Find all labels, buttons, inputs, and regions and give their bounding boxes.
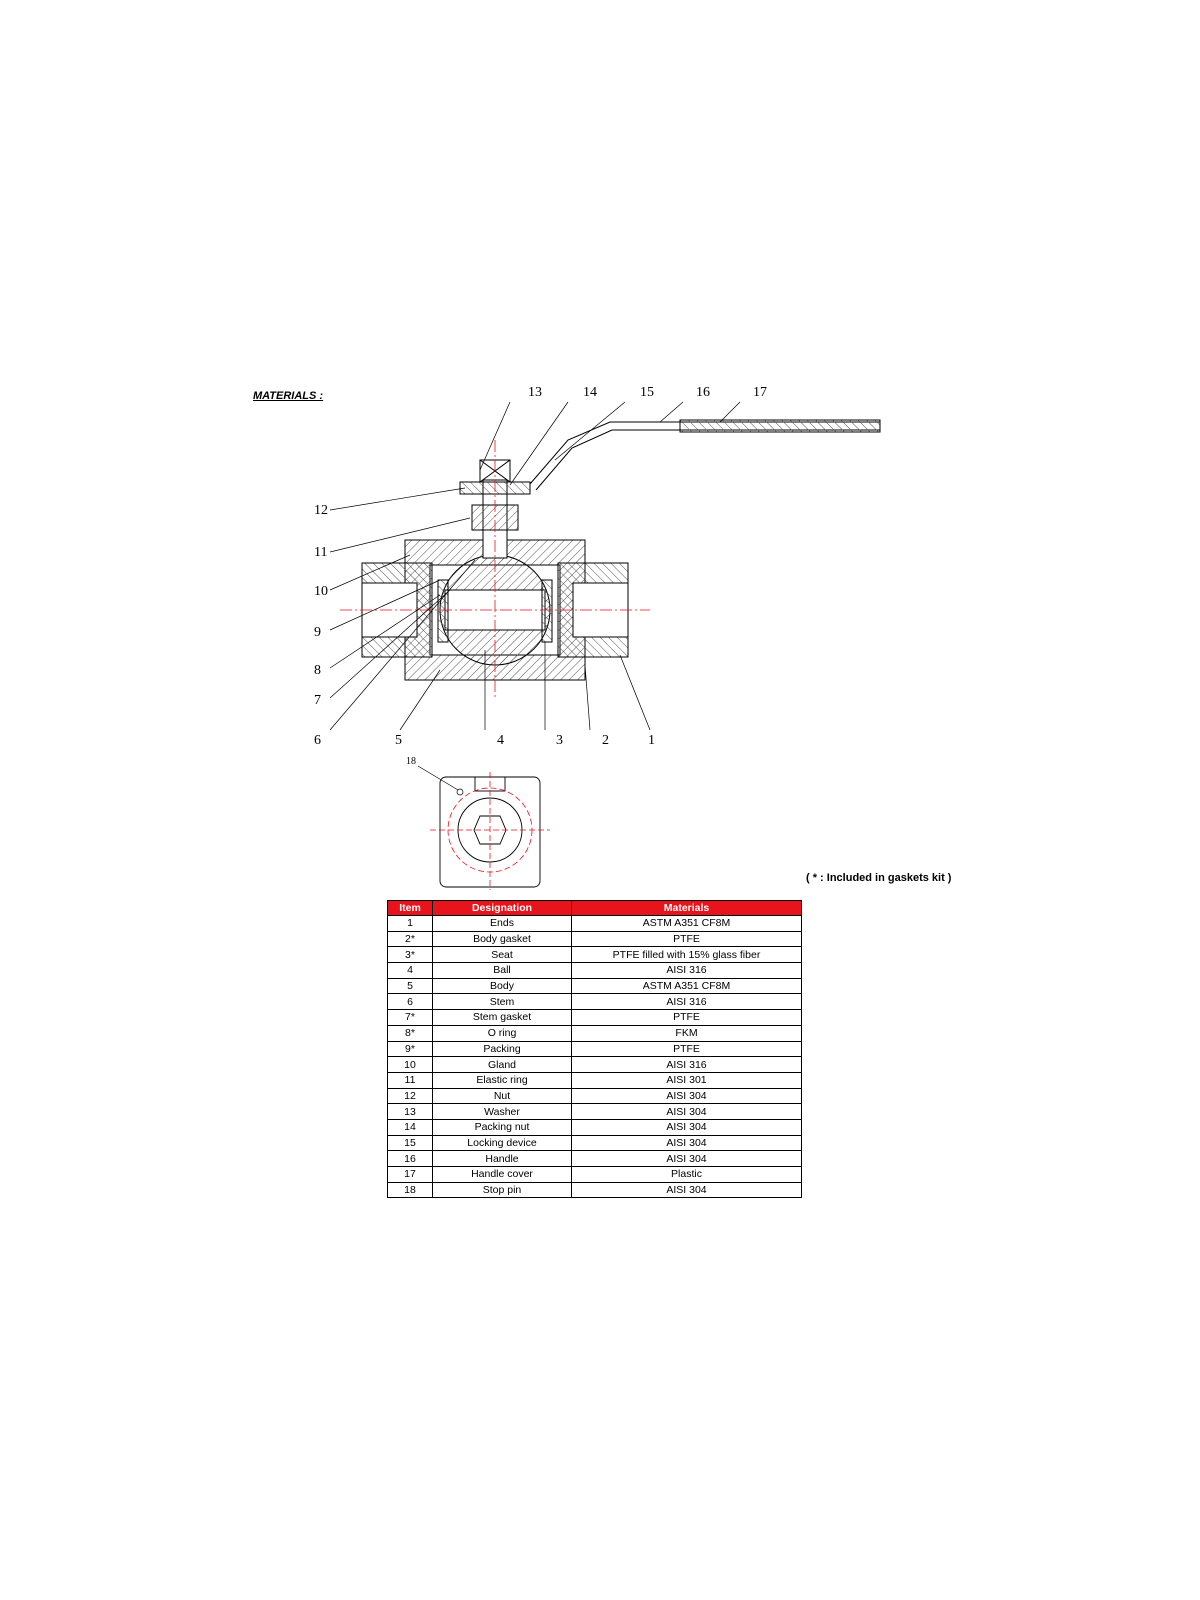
cell-item: 3* — [388, 947, 433, 963]
table-row — [388, 947, 802, 963]
stop-pin-view — [400, 752, 560, 892]
cell-material: AISI 304 — [572, 1119, 802, 1135]
cell-material: PTFE — [572, 931, 802, 947]
cell-material: AISI 304 — [572, 1135, 802, 1151]
cell-material: PTFE filled with 15% glass fiber — [572, 947, 802, 963]
cell-designation: Ball — [433, 963, 572, 979]
table-row — [388, 1104, 802, 1120]
callout-10: 10 — [314, 584, 328, 599]
cell-item: 13 — [388, 1104, 433, 1120]
callout-14: 14 — [583, 385, 597, 400]
table-row — [388, 1151, 802, 1167]
cell-item: 16 — [388, 1151, 433, 1167]
header-item: Item — [388, 901, 433, 916]
cell-item: 7* — [388, 1010, 433, 1026]
callout-8: 8 — [314, 663, 321, 678]
table-row — [388, 1072, 802, 1088]
callout-3: 3 — [556, 733, 563, 748]
table-row — [388, 1167, 802, 1183]
callout-9: 9 — [314, 625, 321, 640]
cell-designation: Gland — [433, 1057, 572, 1073]
cell-item: 1 — [388, 916, 433, 932]
cell-material: AISI 304 — [572, 1151, 802, 1167]
callout-2: 2 — [602, 733, 609, 748]
gaskets-kit-note: ( * : Included in gaskets kit ) — [806, 872, 952, 884]
header-materials: Materials — [572, 901, 802, 916]
cell-item: 17 — [388, 1167, 433, 1183]
cell-item: 14 — [388, 1119, 433, 1135]
table-row — [388, 1088, 802, 1104]
cell-material: AISI 301 — [572, 1072, 802, 1088]
cell-material: AISI 316 — [572, 994, 802, 1010]
table-row — [388, 931, 802, 947]
cell-designation: Stem — [433, 994, 572, 1010]
cell-item: 5 — [388, 978, 433, 994]
table-row — [388, 1057, 802, 1073]
table-row — [388, 1041, 802, 1057]
callout-1: 1 — [648, 733, 655, 748]
cell-material: PTFE — [572, 1041, 802, 1057]
table-row — [388, 978, 802, 994]
callout-7: 7 — [314, 693, 321, 708]
cell-designation: Handle cover — [433, 1167, 572, 1183]
table-row — [388, 916, 802, 932]
cell-designation: Seat — [433, 947, 572, 963]
cell-material: AISI 304 — [572, 1182, 802, 1198]
callout-11: 11 — [314, 545, 328, 560]
cell-item: 18 — [388, 1182, 433, 1198]
cell-material: AISI 316 — [572, 1057, 802, 1073]
table-row — [388, 1025, 802, 1041]
cell-item: 12 — [388, 1088, 433, 1104]
cell-material: AISI 304 — [572, 1088, 802, 1104]
cell-designation: Packing — [433, 1041, 572, 1057]
cell-item: 9* — [388, 1041, 433, 1057]
callout-12: 12 — [314, 503, 328, 518]
cell-designation: Stop pin — [433, 1182, 572, 1198]
valve-section-drawing — [300, 380, 900, 750]
cell-item: 8* — [388, 1025, 433, 1041]
cell-designation: Nut — [433, 1088, 572, 1104]
cell-item: 11 — [388, 1072, 433, 1088]
callout-13: 13 — [528, 385, 542, 400]
cell-material: AISI 316 — [572, 963, 802, 979]
cell-designation: Packing nut — [433, 1119, 572, 1135]
cell-material: ASTM A351 CF8M — [572, 978, 802, 994]
cell-designation: Body — [433, 978, 572, 994]
callout-16: 16 — [696, 385, 710, 400]
cell-item: 4 — [388, 963, 433, 979]
cell-designation: Elastic ring — [433, 1072, 572, 1088]
cell-designation: Stem gasket — [433, 1010, 572, 1026]
cell-item: 6 — [388, 994, 433, 1010]
cell-designation: Body gasket — [433, 931, 572, 947]
callout-15: 15 — [640, 385, 654, 400]
cell-material: AISI 304 — [572, 1104, 802, 1120]
callout-5: 5 — [395, 733, 402, 748]
cell-designation: Washer — [433, 1104, 572, 1120]
callout-4: 4 — [497, 733, 504, 748]
cell-item: 10 — [388, 1057, 433, 1073]
cell-material: Plastic — [572, 1167, 802, 1183]
cell-material: FKM — [572, 1025, 802, 1041]
cell-material: PTFE — [572, 1010, 802, 1026]
callout-6: 6 — [314, 733, 321, 748]
materials-table — [387, 900, 802, 1198]
callout-18: 18 — [406, 756, 416, 767]
table-row — [388, 963, 802, 979]
table-row — [388, 1182, 802, 1198]
materials-heading: MATERIALS : — [253, 390, 324, 402]
cell-item: 2* — [388, 931, 433, 947]
cell-designation: O ring — [433, 1025, 572, 1041]
cell-designation: Ends — [433, 916, 572, 932]
header-designation: Designation — [433, 901, 572, 916]
cell-item: 15 — [388, 1135, 433, 1151]
cell-designation: Locking device — [433, 1135, 572, 1151]
cell-designation: Handle — [433, 1151, 572, 1167]
table-row — [388, 1010, 802, 1026]
table-row — [388, 994, 802, 1010]
table-row — [388, 1135, 802, 1151]
table-row — [388, 1119, 802, 1135]
callout-17: 17 — [753, 385, 767, 400]
cell-material: ASTM A351 CF8M — [572, 916, 802, 932]
table-header-row — [388, 901, 802, 916]
